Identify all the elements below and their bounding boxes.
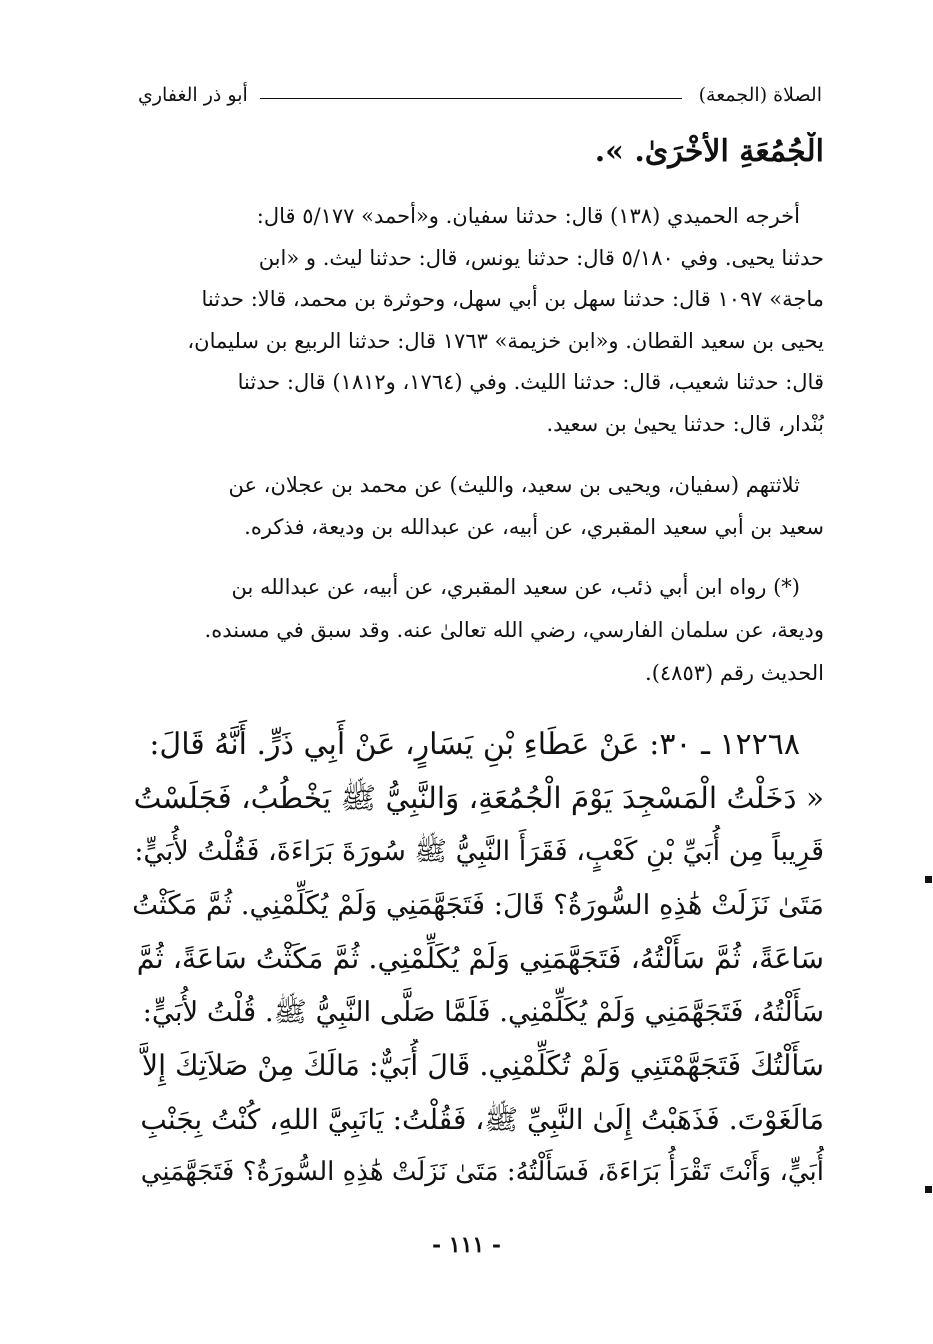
note-paragraph: [132, 566, 824, 695]
note-line: (*) رواه ابن أبي ذئب، عن سعيد المقبري، عن أبيه، عن عبدالله بن: [231, 575, 800, 599]
takhrij-line: قال: حدثنا شعيب، قال: حدثنا الليث. وفي (١٧٦٤، و١٨١٢) قال: حدثنا: [237, 370, 824, 394]
margin-mark: [925, 876, 932, 883]
previous-hadith-ending: [132, 132, 824, 172]
margin-mark: [925, 1186, 932, 1193]
hadith-line: مَالَغَوْتَ. فَذَهَبْتُ إِلَىٰ النَّبِيِّ ﷺ، فَقُلْتُ: يَانَبِيَّ اللهِ، كُنْتُ بِجَنْبِ: [140, 1102, 824, 1136]
page-number: - ١١١ -: [431, 1232, 502, 1258]
hadith-line: قَرِيباً مِن أُبَيِّ بْنِ كَعْبٍ، فَقَرَأَ النَّبِيُّ ﷺ سُورَةَ بَرَاءَةَ، فَقُلْتُ لأُبَيٍّ:: [134, 836, 824, 867]
hadith-line: أُبَيٍّ، وَأَنْتَ تَقْرَأُ بَرَاءَةَ، فَسَأَلْتُهُ: مَتَىٰ نَزَلَتْ هَٰذِهِ السُّورَةُ؟ فَتَجَهَّمَنِي: [140, 1157, 824, 1187]
narrator-title: أبو ذر الغفاري: [138, 84, 248, 106]
takhrij-paragraph: [132, 196, 824, 445]
running-header: [138, 84, 822, 112]
chapter-title: الصلاة (الجمعة): [698, 84, 822, 106]
hadith-line: مَتَىٰ نَزَلَتْ هَٰذِهِ السُّورَةُ؟ قَالَ: فَتَجَهَّمَنِي وَلَمْ يُكَلِّمْنِي. ثُمَّ مَكَثْتُ: [132, 888, 824, 921]
hadith-line: سَاعَةً، ثُمَّ سَأَلْتُهُ، فَتَجَهَّمَنِي وَلَمْ يُكَلِّمْنِي. ثُمَّ مَكَثْتُ سَاعَةً، ثُمَّ: [136, 942, 824, 975]
takhrij-line: حدثنا يحيى. وفي ٥/١٨٠ قال: حدثنا يونس، قال: حدثنا ليث. و «ابن: [258, 245, 824, 270]
takhrij-line: أخرجه الحميدي (١٣٨) قال: حدثنا سفيان. و«أحمد» ٥/١٧٧ قال:: [256, 204, 800, 228]
continuation-line: الْجُمُعَةِ الأُخْرَىٰ. ».: [594, 134, 824, 169]
chain-paragraph: [132, 465, 824, 548]
takhrij-line: يحيى بن سعيد القطان. و«ابن خزيمة» ١٧٦٣ قال: حدثنا الربيع بن سليمان،: [187, 328, 824, 353]
note-line: الحديث رقم (٤٨٥٣).: [645, 661, 824, 685]
hadith-text: [132, 718, 824, 1200]
hadith-line: ١٢٢٦٨ ـ ٣٠: عَنْ عَطَاءِ بْنِ يَسَارٍ، عَنْ أَبِي ذَرٍّ. أَنَّهُ قَالَ:: [149, 727, 800, 762]
takhrij-line: ماجة» ١٠٩٧ قال: حدثنا سهل بن أبي سهل، وحوثرة بن محمد، قالا: حدثنا: [201, 287, 824, 311]
hadith-line: « دَخَلْتُ الْمَسْجِدَ يَوْمَ الْجُمُعَةِ، وَالنَّبِيُّ ﷺ يَخْطُبُ، فَجَلَسْتُ: [133, 780, 824, 815]
chain-line: سعيد بن أبي سعيد المقبري، عن أبيه، عن عبدالله بن وديعة، فذكره.: [244, 514, 824, 539]
hadith-line: سَأَلْتُهُ، فَتَجَهَّمَنِي وَلَمْ يُكَلِّمْنِي. فَلَمَّا صَلَّى النَّبِيُّ ﷺ. قُلْتُ لأُبَيٍّ:: [142, 995, 824, 1028]
header-rule: [260, 98, 682, 99]
note-line: وديعة، عن سلمان الفارسي، رضي الله تعالىٰ عنه. وقد سبق في مسنده.: [204, 618, 824, 642]
hadith-line: سَأَلْتُكَ فَتَجَهَّمْتَنِي وَلَمْ تُكَلِّمْنِي. قَالَ أُبَيٌّ: مَالَكَ مِنْ صَلاَتِكَ إِلاَّ: [141, 1049, 824, 1082]
takhrij-line: بُنْدار، قال: حدثنا يحيىٰ بن سعيد.: [546, 411, 824, 436]
chain-line: ثلاثتهم (سفيان، ويحيى بن سعيد، والليث) عن محمد بن عجلان، عن: [228, 473, 800, 497]
